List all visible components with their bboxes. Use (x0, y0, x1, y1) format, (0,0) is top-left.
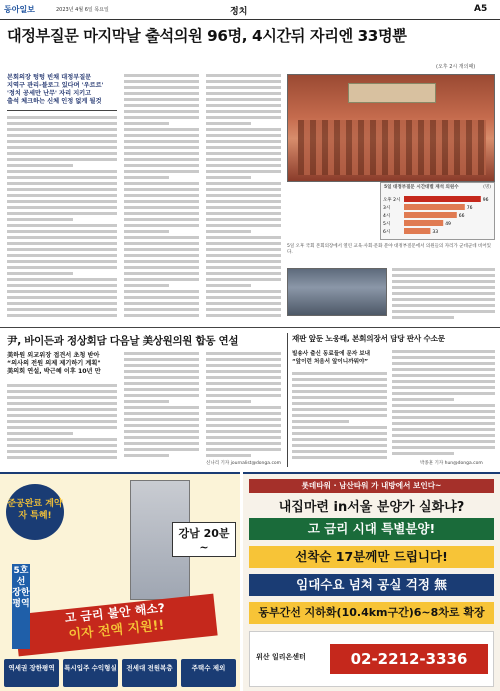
text-line (206, 388, 281, 391)
text-line (124, 122, 169, 125)
text-line (206, 104, 281, 107)
text-line (124, 164, 199, 167)
text-line (206, 110, 281, 113)
text-line (124, 260, 199, 263)
text-line (206, 140, 281, 143)
text-line (7, 266, 117, 269)
text-line (7, 134, 117, 137)
text-line (124, 146, 199, 149)
text-line (7, 218, 73, 221)
station-sign: 5호선 장한평역 (12, 564, 30, 649)
chart-bar (404, 220, 443, 226)
text-line (206, 218, 281, 221)
text-line (206, 80, 281, 83)
text-line (206, 412, 281, 415)
ad-tag: 역세권 장한평역 (4, 659, 59, 687)
text-line (206, 170, 281, 173)
text-line (124, 424, 199, 427)
text-line (206, 122, 251, 125)
text-line (206, 454, 251, 457)
subhead: 출석 체크하는 신체 인정 없게 될것 (7, 98, 102, 105)
text-line (206, 188, 281, 191)
text-line (392, 304, 495, 307)
text-line (206, 86, 281, 89)
text-line (124, 406, 199, 409)
text-line (124, 86, 199, 89)
text-line (124, 182, 199, 185)
lead-line: 빌송사 출신 동료들에 문자 보내 (292, 351, 371, 357)
text-line (392, 310, 495, 313)
left-advertisement[interactable] (0, 472, 240, 691)
text-line (392, 362, 495, 365)
article3-headline: 재판 앞둔 노웅래, 본회의장서 담당 판사 수소문 (292, 334, 445, 343)
parliament-photo (287, 74, 495, 182)
text-line (392, 292, 495, 295)
text-line (124, 418, 199, 421)
text-line (206, 284, 251, 287)
ad-brand: 위산 일리온센터 (256, 653, 306, 661)
text-line (7, 450, 117, 453)
section-divider (0, 327, 500, 328)
text-line (292, 420, 349, 423)
text-line (292, 432, 387, 435)
text-line (7, 224, 117, 227)
text-line (206, 308, 281, 311)
ad-tag: 특시입주 수익형실 (63, 659, 118, 687)
text-line (392, 410, 495, 413)
text-line (206, 230, 251, 233)
chart-bar (404, 212, 457, 218)
text-line (392, 316, 454, 319)
text-line (124, 104, 199, 107)
text-line (206, 358, 281, 361)
text-line (124, 236, 199, 239)
subhead-block (7, 74, 117, 106)
text-line (392, 268, 495, 271)
text-line (124, 170, 199, 173)
subhead: 본회의장 텅텅 빈채 대정부질문 (7, 74, 92, 81)
text-line (7, 302, 117, 305)
lead-line: “앞이런 처음서 앞이니까뭐야” (292, 359, 369, 365)
text-line (124, 230, 169, 233)
text-line (392, 440, 495, 443)
text-line (292, 456, 387, 459)
text-line (7, 408, 117, 411)
chart-category-label: 오후 2시 (383, 198, 401, 203)
chart-category-label: 6시 (383, 230, 391, 235)
text-line (124, 448, 199, 451)
article3-body-col1 (292, 372, 387, 467)
text-line (7, 170, 117, 173)
text-line (124, 272, 199, 275)
text-line (292, 372, 387, 375)
subhead: 지역구 관리-블로그 있다며 '우르르' (7, 82, 104, 89)
article2-body-col1 (7, 384, 117, 467)
ad-line: 내집마련 in서울 분양가 실화냐? (278, 500, 465, 515)
text-line (292, 438, 387, 441)
text-line (206, 400, 251, 403)
ad-line: 임대수요 넘쳐 공실 걱정 無 (249, 574, 494, 596)
article3-byline: 박종훈 기자 hun@donga.com (420, 461, 483, 466)
text-line (124, 248, 199, 251)
article2-body-col3 (206, 352, 281, 460)
text-line (124, 134, 199, 137)
text-line (206, 134, 281, 137)
text-line (292, 414, 387, 417)
text-line (206, 370, 281, 373)
text-line (124, 116, 199, 119)
newspaper-logo: 동아일보 (4, 4, 35, 14)
text-line (206, 266, 281, 269)
text-line (124, 188, 199, 191)
chart-unit: (명) (483, 185, 491, 190)
text-line (206, 290, 281, 293)
text-line (206, 424, 281, 427)
text-line (124, 442, 199, 445)
text-line (124, 430, 199, 433)
text-line (392, 286, 495, 289)
text-line (124, 176, 169, 179)
text-line (7, 426, 117, 429)
chart-value-label: 49 (445, 222, 451, 227)
text-line (206, 436, 281, 439)
ad-badge: 준공완료 계약자 특혜! (6, 484, 64, 540)
text-line (206, 128, 281, 131)
text-line (7, 396, 117, 399)
text-line (7, 230, 117, 233)
text-line (7, 384, 117, 387)
text-line (124, 242, 199, 245)
text-line (124, 376, 199, 379)
text-line (124, 358, 199, 361)
ad-line: 선착순 17분께만 드립니다! (249, 546, 494, 568)
text-line (7, 456, 117, 459)
lead-line: 美의회 연설, 박근혜 이후 10년 만 (7, 368, 101, 375)
text-line (206, 182, 281, 185)
chart-value-label: 33 (432, 230, 439, 235)
text-line (206, 224, 281, 227)
text-line (206, 394, 281, 397)
text-line (7, 200, 117, 203)
text-line (7, 432, 73, 435)
text-line (7, 296, 117, 299)
text-line (7, 390, 117, 393)
article-body-col4 (392, 268, 495, 323)
text-line (206, 152, 281, 155)
text-line (7, 314, 117, 317)
chart-bar (404, 204, 465, 210)
text-line (392, 404, 495, 407)
text-line (7, 236, 117, 239)
text-line (292, 444, 387, 447)
text-line (124, 382, 199, 385)
lead-line: “의사의 전원 의제 제기하기 계획" (7, 360, 101, 367)
text-line (124, 400, 169, 403)
subhead: '정치 공세만 난무' 자리 지키고 (7, 90, 92, 97)
text-line (7, 272, 73, 275)
text-line (292, 384, 387, 387)
chart-category-label: 5시 (383, 222, 391, 227)
text-line (124, 364, 199, 367)
text-line (206, 278, 281, 281)
text-line (206, 376, 281, 379)
column-divider (287, 333, 288, 467)
text-line (124, 158, 199, 161)
text-line (392, 428, 495, 431)
text-line (7, 146, 117, 149)
text-line (292, 402, 387, 405)
text-line (206, 406, 281, 409)
text-line (392, 380, 495, 383)
ad-banner (14, 594, 217, 657)
text-line (124, 98, 199, 101)
text-line (7, 402, 117, 405)
text-line (124, 454, 169, 457)
text-line (124, 80, 199, 83)
issue-date: 2023년 4월 6일 목요일 (56, 7, 109, 13)
text-line (206, 448, 281, 451)
chart-bar (404, 228, 430, 234)
text-line (392, 434, 495, 437)
lead-line: 美하원 외교위장 접견서 초청 받아 (7, 352, 100, 359)
phone-photo (287, 268, 387, 316)
text-line (7, 194, 117, 197)
text-line (124, 436, 199, 439)
chart-bar (404, 196, 481, 202)
article3-lead (292, 350, 387, 366)
text-line (124, 412, 199, 415)
text-line (392, 298, 495, 301)
text-line (292, 450, 387, 453)
text-line (206, 242, 281, 245)
text-line (7, 290, 117, 293)
text-line (7, 414, 117, 417)
ad-tags (4, 659, 236, 687)
text-line (206, 206, 281, 209)
article2-byline: 신나리 기자 journalist@donga.com (206, 461, 282, 466)
text-line (124, 370, 199, 373)
text-line (124, 152, 199, 155)
text-line (206, 352, 281, 355)
text-line (7, 206, 117, 209)
text-line (392, 374, 495, 377)
text-line (7, 158, 117, 161)
chart-category-label: 4시 (383, 214, 391, 219)
text-line (392, 398, 454, 401)
text-line (392, 446, 495, 449)
text-line (206, 314, 281, 317)
text-line (124, 218, 199, 221)
text-line (206, 382, 281, 385)
text-line (206, 254, 281, 257)
text-line (7, 420, 117, 423)
text-line (206, 248, 281, 251)
text-line (124, 308, 199, 311)
chart-value-label: 66 (458, 214, 465, 219)
text-line (206, 430, 281, 433)
chart-title: 5일 대정부질문 시간대별 재석 의원수 (384, 185, 459, 190)
text-line (392, 422, 495, 425)
text-line (392, 416, 495, 419)
text-line (206, 158, 281, 161)
photo-caption: 5일 오후 국회 본회의장에서 열린 교육·사회·문화 분야 대정부질문에서 의원들의 자리가 군데군데 비어있다. (287, 244, 492, 255)
ad-line: 동부간선 지하화(10.4km구간)6~8차로 확장 (249, 602, 494, 624)
ad-contact-box (249, 631, 494, 687)
text-line (7, 242, 117, 245)
text-line (124, 302, 199, 305)
article2-body-col2 (124, 352, 199, 460)
chart-bars (382, 195, 495, 239)
text-line (392, 280, 495, 283)
text-line (7, 182, 117, 185)
text-line (292, 390, 387, 393)
page-number: A5 (474, 4, 488, 14)
text-line (124, 110, 199, 113)
text-line (124, 140, 199, 143)
text-line (206, 442, 281, 445)
text-line (124, 352, 199, 355)
text-line (124, 290, 199, 293)
main-headline: 대정부질문 마지막날 출석의원 96명, 4시간뒤 자리엔 33명뿐 (7, 27, 407, 45)
text-line (7, 140, 117, 143)
main-byline: (오후 2시 개의때) (436, 64, 476, 70)
text-line (124, 206, 199, 209)
text-line (206, 146, 281, 149)
ad-tag: 전세대 전원복층 (122, 659, 177, 687)
text-line (206, 92, 281, 95)
ad-tag: 주택수 제외 (181, 659, 236, 687)
article-body-col2 (124, 74, 199, 323)
text-line (292, 408, 387, 411)
ad-line: 고 금리 시대 특별분양! (249, 518, 494, 540)
text-line (7, 188, 117, 191)
article2-headline: 尹, 바이든과 정상회담 다음날 美상원의원 합동 연설 (7, 335, 239, 347)
right-advertisement[interactable] (243, 472, 500, 691)
text-line (7, 128, 117, 131)
text-line (206, 164, 281, 167)
text-line (124, 92, 199, 95)
text-line (7, 116, 117, 119)
text-line (206, 296, 281, 299)
text-line (124, 284, 169, 287)
attendance-chart (380, 182, 495, 240)
text-line (7, 254, 117, 257)
chart-category-label: 3시 (383, 206, 391, 211)
text-line (392, 350, 495, 353)
ad-line: 고 금리 불안 해소? (63, 600, 166, 626)
text-line (292, 378, 387, 381)
text-line (392, 274, 495, 277)
text-line (124, 278, 199, 281)
text-line (124, 224, 199, 227)
chart-value-label: 96 (482, 198, 489, 203)
text-line (124, 74, 199, 77)
text-line (292, 396, 387, 399)
text-line (124, 296, 199, 299)
text-line (124, 394, 199, 397)
article-body-col3 (206, 74, 281, 323)
text-line (206, 260, 281, 263)
text-line (124, 212, 199, 215)
ad-distance: 강남 20분~ (172, 522, 236, 557)
text-line (124, 200, 199, 203)
text-line (124, 128, 199, 131)
text-line (206, 272, 281, 275)
text-line (292, 426, 387, 429)
text-line (7, 164, 73, 167)
text-line (7, 176, 117, 179)
article-body-col1 (7, 116, 117, 323)
text-line (206, 176, 251, 179)
text-line (206, 364, 281, 367)
text-line (7, 308, 117, 311)
text-line (7, 444, 117, 447)
text-line (392, 392, 495, 395)
ad-top-banner: 롯데타워 · 남산타워 가 내방에서 보인다~ (249, 479, 494, 493)
ad-phone[interactable]: 02-2212-3336 (330, 644, 488, 674)
text-line (206, 418, 281, 421)
text-line (7, 278, 117, 281)
text-line (7, 284, 117, 287)
text-line (206, 74, 281, 77)
ad-line: 이자 전액 지원!! (67, 617, 166, 643)
text-line (206, 212, 281, 215)
text-line (206, 302, 281, 305)
text-line (392, 452, 454, 455)
text-line (7, 152, 117, 155)
text-line (206, 200, 281, 203)
text-line (124, 266, 199, 269)
text-line (124, 388, 199, 391)
text-line (7, 122, 117, 125)
text-line (124, 314, 199, 317)
text-line (7, 248, 117, 251)
text-line (206, 236, 281, 239)
article2-lead (7, 352, 117, 376)
text-line (7, 212, 117, 215)
section-title: 정치 (230, 7, 248, 17)
text-line (206, 98, 281, 101)
article3-body-col2 (392, 350, 495, 458)
divider (7, 110, 117, 111)
text-line (392, 386, 495, 389)
text-line (392, 368, 495, 371)
text-line (206, 116, 281, 119)
chart-value-label: 76 (466, 206, 473, 211)
text-line (124, 254, 199, 257)
text-line (206, 194, 281, 197)
text-line (124, 194, 199, 197)
text-line (7, 438, 117, 441)
text-line (7, 260, 117, 263)
text-line (392, 356, 495, 359)
